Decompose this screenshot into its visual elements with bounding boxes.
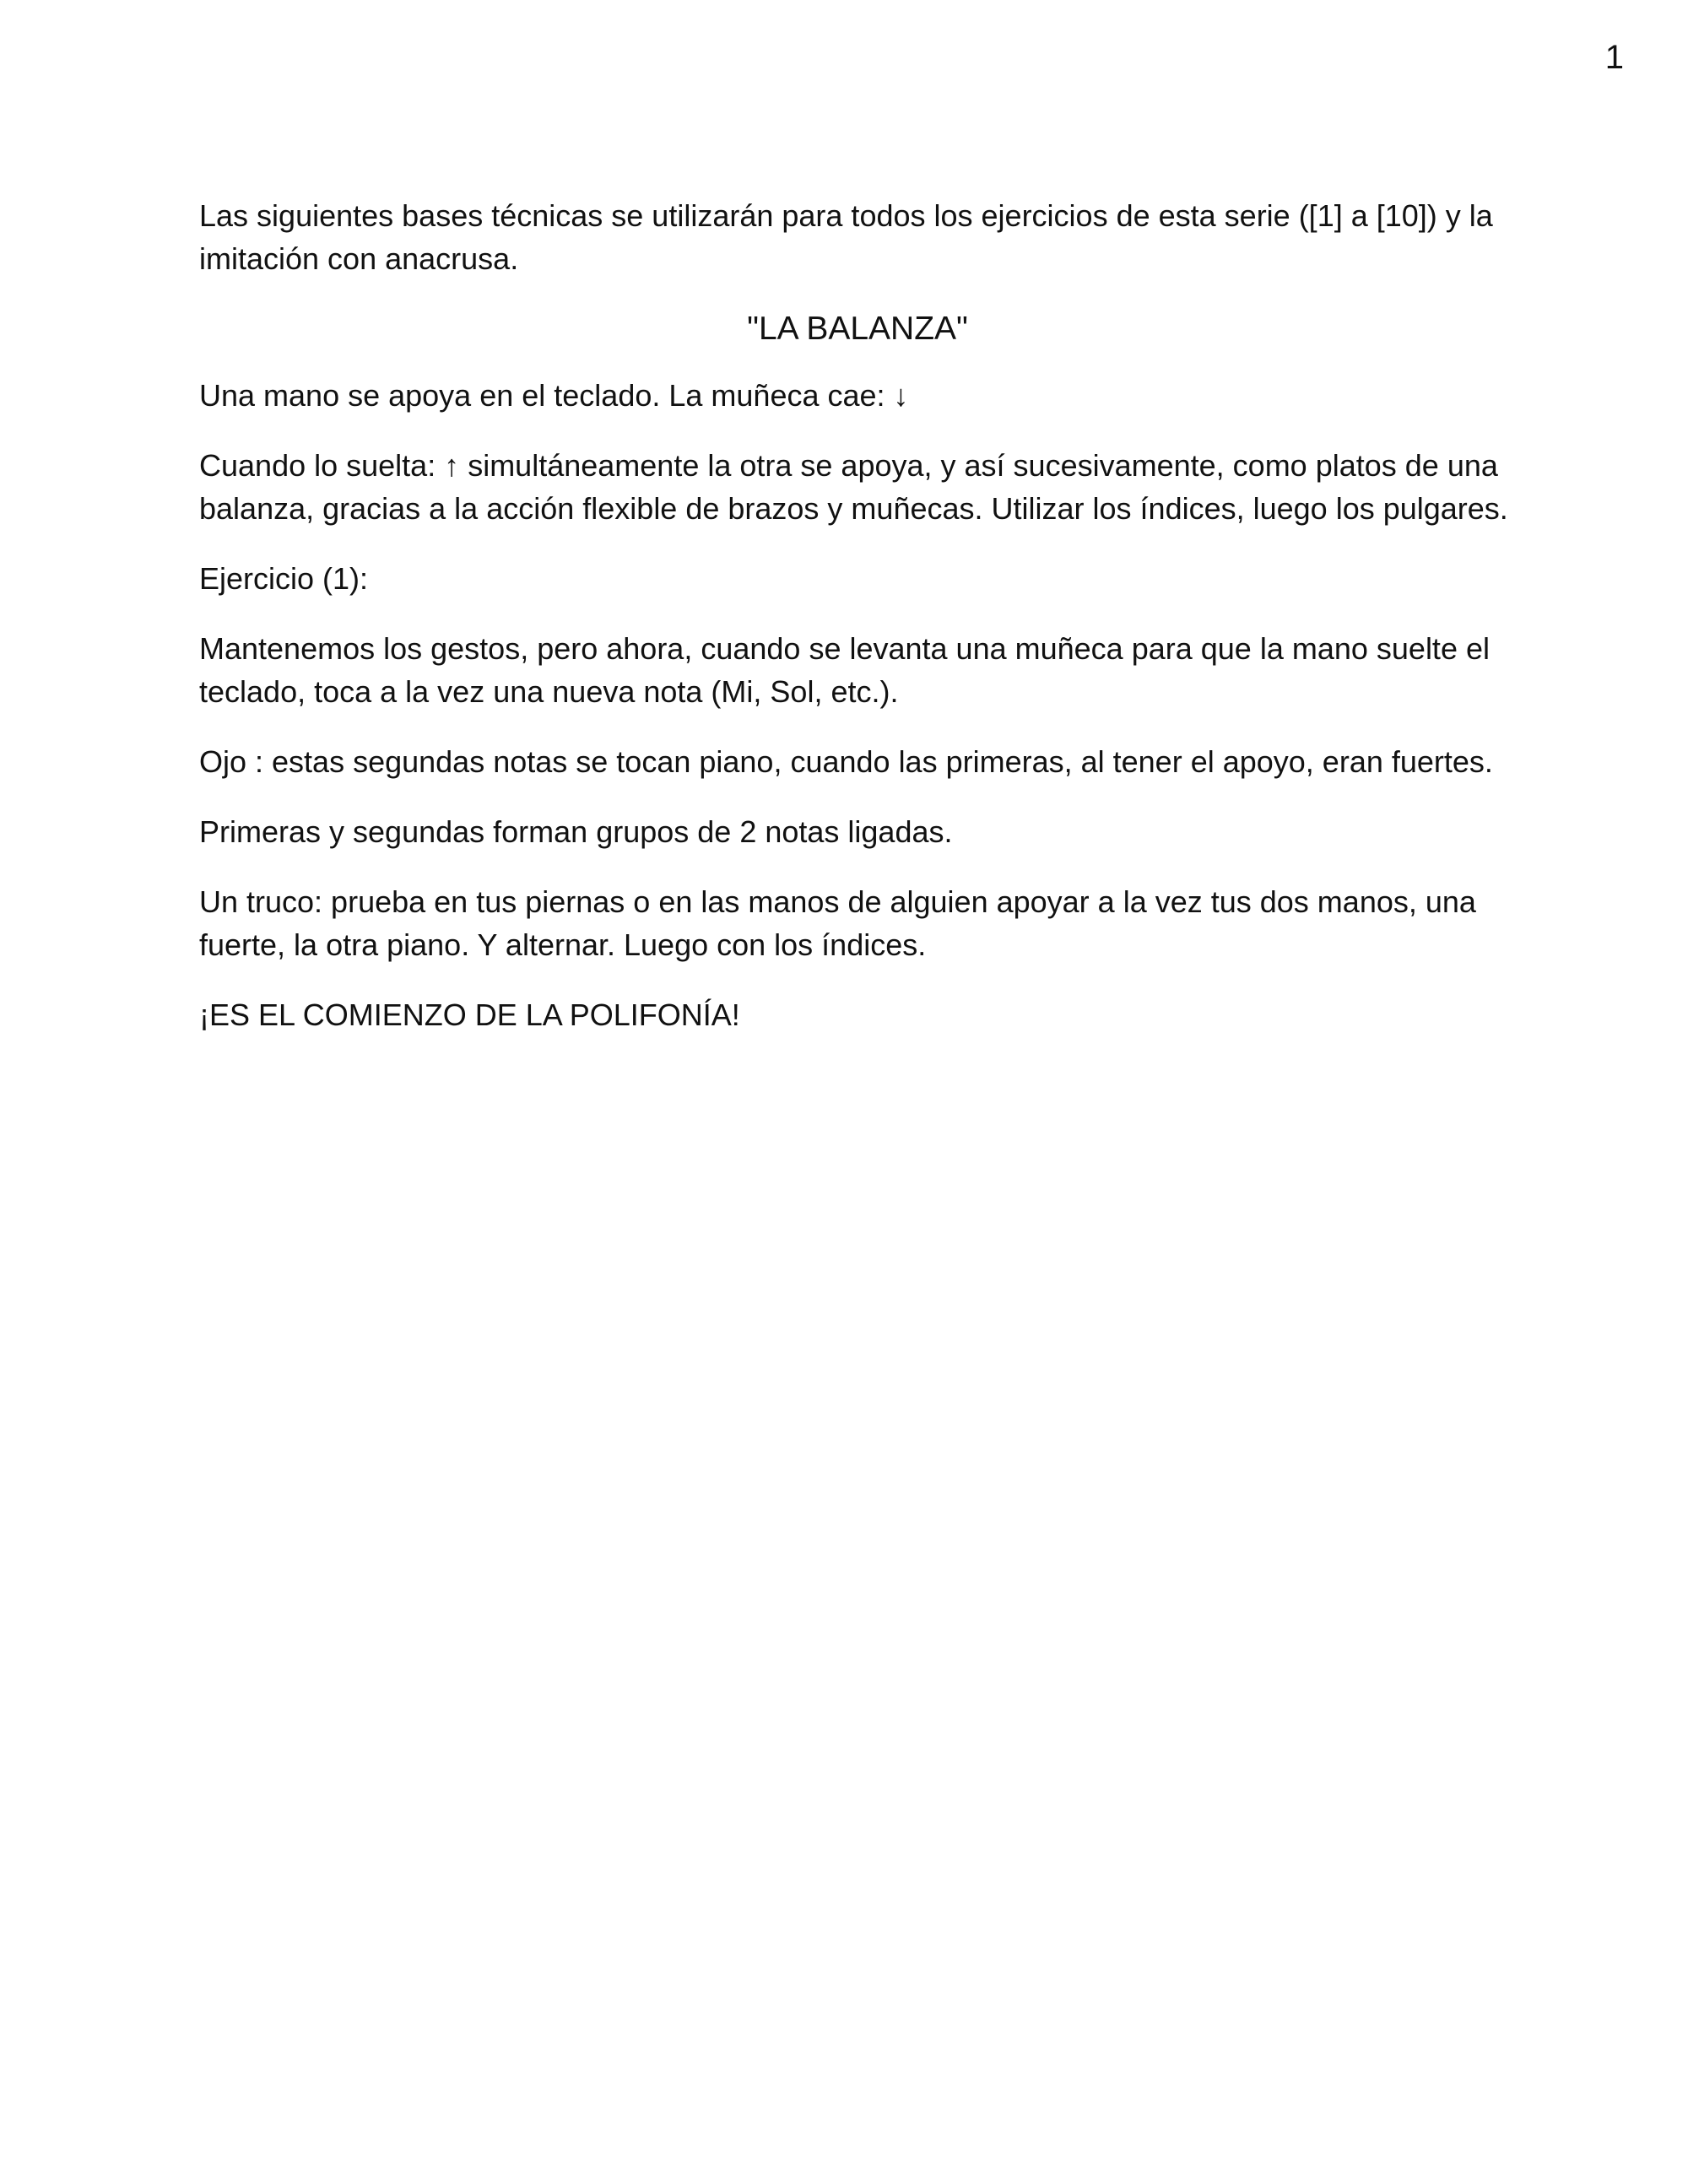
document-body <box>199 194 1516 1063</box>
paragraph-release: Cuando lo suelta: ↑ simultáneamente la otra se apoya, y así sucesivamente, como platos de una balanza, gracias a la acción flexible de brazos y muñecas. Utilizar los índices, luego los pulgares. <box>199 448 1508 526</box>
paragraph-polyphony: ¡ES EL COMIENZO DE LA POLIFONÍA! <box>199 997 740 1032</box>
intro-paragraph: Las siguientes bases técnicas se utilizarán para todos los ejercicios de esta serie ([1] a [10]) y la imitación con anacrusa. <box>199 198 1493 276</box>
paragraph-hand-support: Una mano se apoya en el teclado. La muñeca cae: ↓ <box>199 378 909 413</box>
paragraph-trick: Un truco: prueba en tus piernas o en las manos de alguien apoyar a la vez tus dos manos, una fuerte, la otra piano. Y alternar. Luego con los índices. <box>199 884 1476 962</box>
paragraph-note-dynamics: Ojo : estas segundas notas se tocan piano, cuando las primeras, al tener el apoyo, eran fuertes. <box>199 744 1493 779</box>
section-title: "LA BALANZA" <box>747 311 968 347</box>
page-number: 1 <box>1604 39 1624 76</box>
paragraph-note-groups: Primeras y segundas forman grupos de 2 notas ligadas. <box>199 814 953 849</box>
exercise-heading: Ejercicio (1): <box>199 561 369 596</box>
paragraph-gestures: Mantenemos los gestos, pero ahora, cuando se levanta una muñeca para que la mano suelte el teclado, toca a la vez una nueva nota (Mi, Sol, etc.). <box>199 631 1490 709</box>
